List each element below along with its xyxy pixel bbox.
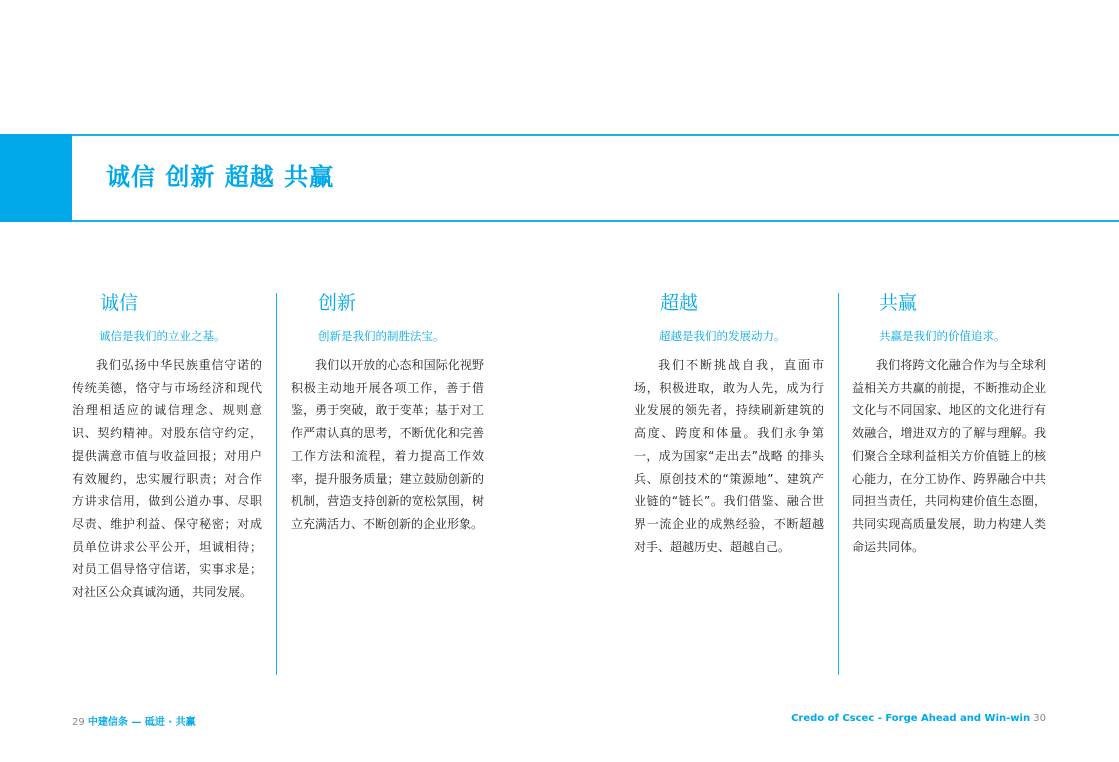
column-subtitle: 共赢是我们的价值追求。 <box>879 329 1006 343</box>
column-body: 我们以开放的心态和国际化视野积极主动地开展各项工作，善于借鉴，勇于突破，敢于变革；基于对工作严肃认真的思考，不断优化和完善工作方法和流程，着力提高工作效率，提升服务质量；建立鼓励创新的机制，营造支持创新的宽松氛围，树立充满活力、不断创新的企业形象。 <box>291 358 484 531</box>
column-heading: 创新 <box>318 292 357 314</box>
column-divider <box>838 293 839 675</box>
banner-top-rule <box>72 134 1119 136</box>
banner-bottom-rule <box>72 220 1119 222</box>
column-body: 我们将跨文化融合作为与全球利益相关方共赢的前提，不断推动企业文化与不同国家、地区的文化进行有效融合，增进双方的了解与理解。我们聚合全球利益相关方价值链上的核心能力，在分工协作、跨界融合中共同担当责任，共同构建价值生态圈，共同实现高质量发展，助力构建人类命运共同体。 <box>852 358 1046 554</box>
page-title: 诚信 创新 超越 共赢 <box>106 163 335 191</box>
column-heading: 超越 <box>660 292 699 314</box>
column-integrity <box>72 290 262 604</box>
banner-accent-block <box>0 134 72 222</box>
column-win-win <box>852 290 1046 558</box>
page-number-right: 30 <box>1033 713 1046 724</box>
footer-title-left: 中建信条 — 砥进 · 共赢 <box>87 717 196 728</box>
column-body: 我们弘扬中华民族重信守诺的传统美德，恪守与市场经济和现代治理相适应的诚信理念、规则意识、契约精神。对股东信守约定，提供满意市值与收益回报；对用户有效履约，忠实履行职责；对合作方讲求信用，做到公道办事、尽职尽责、维护利益、保守秘密；对成员单位讲求公平公开，坦诚相待；对员工倡导恪守信诺，实事求是；对社区公众真诚沟通，共同发展。 <box>72 358 262 600</box>
page-number-left: 29 <box>72 717 85 728</box>
column-divider <box>276 293 277 675</box>
column-subtitle: 创新是我们的制胜法宝。 <box>318 329 445 343</box>
column-heading: 诚信 <box>100 292 139 314</box>
column-innovation <box>291 290 484 536</box>
column-transcendence <box>634 290 824 558</box>
footer-left <box>72 713 196 728</box>
footer-title-right: Credo of Cscec - Forge Ahead and Win-win <box>791 713 1031 724</box>
column-heading: 共赢 <box>879 292 918 314</box>
column-body: 我们不断挑战自我，直面市场，积极进取，敢为人先，成为行业发展的领先者，持续刷新建筑的高度、跨度和体量。我们永争第一，成为国家“走出去”战略 的排头兵、原创技术的“策源地”、建筑产业链的“链长”。我们借鉴、融合世界一流企业的成熟经验，不断超越对手、超越历史、超越自己。 <box>634 358 824 554</box>
column-subtitle: 超越是我们的发展动力。 <box>659 329 786 343</box>
column-subtitle: 诚信是我们的立业之基。 <box>99 329 226 343</box>
footer-right <box>791 713 1046 724</box>
